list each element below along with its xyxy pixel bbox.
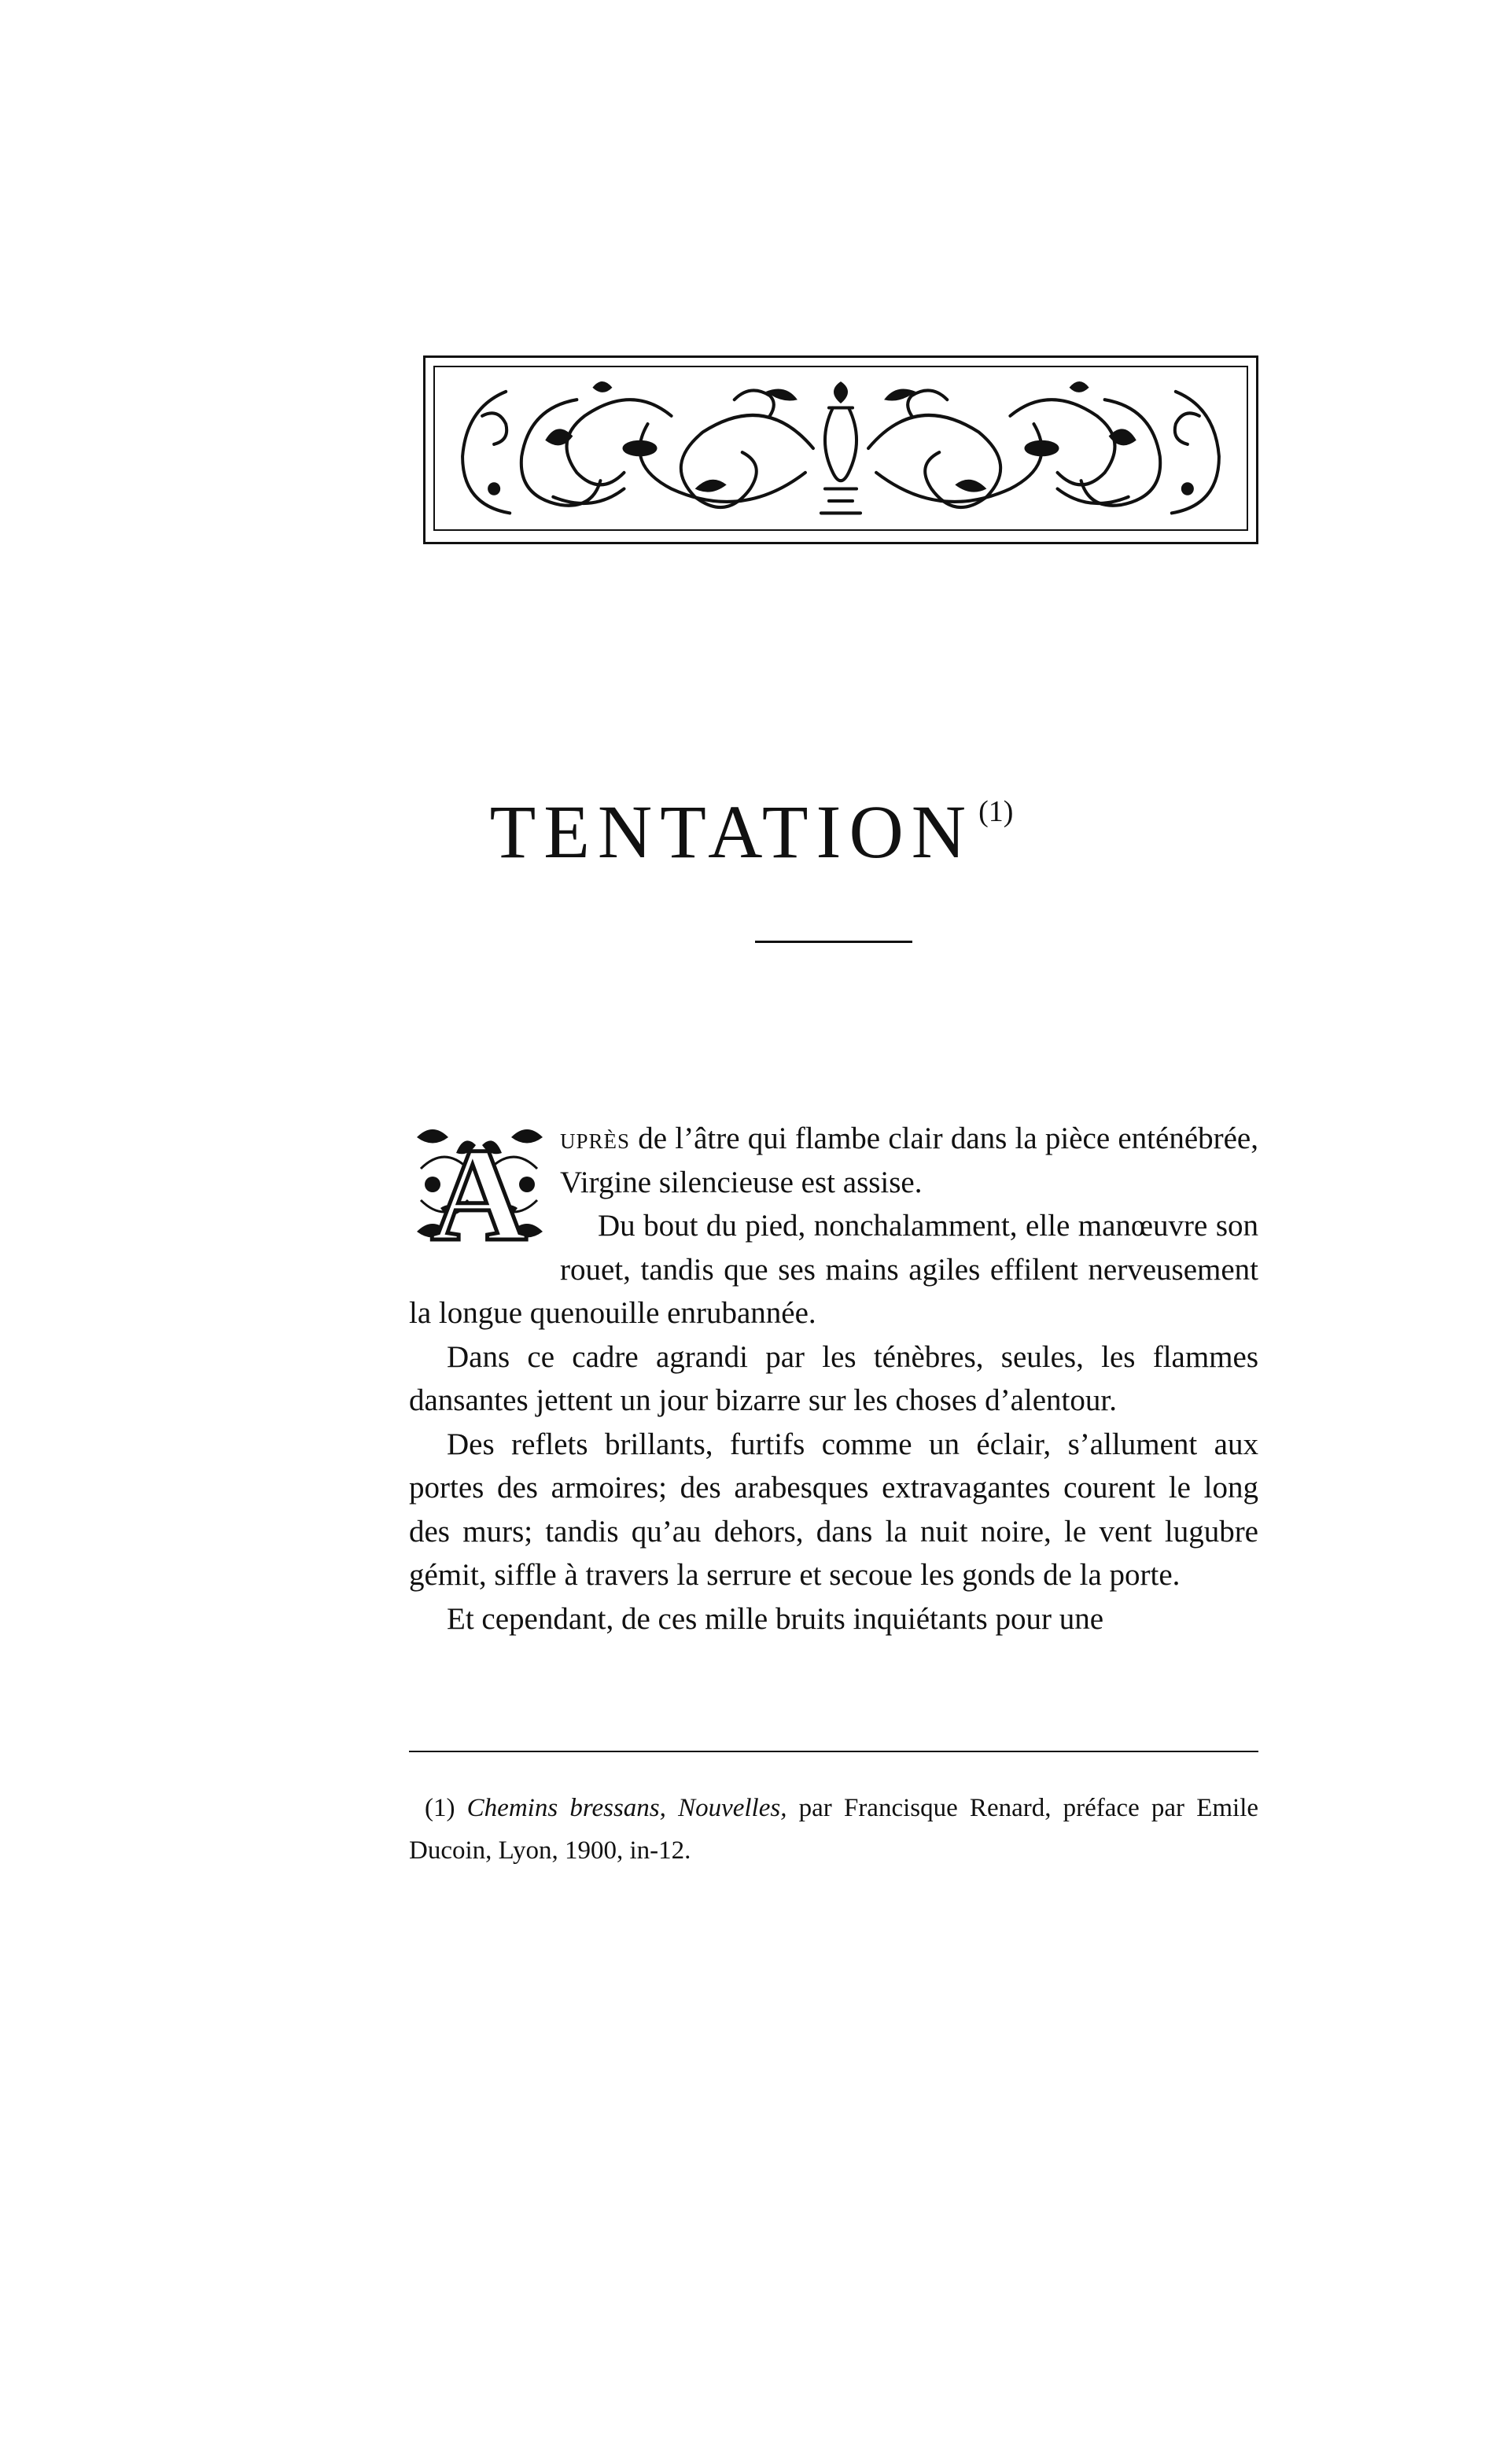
footnote-work-genre: Nouvelles, [678, 1794, 787, 1822]
body-text [409, 1117, 1258, 1641]
paragraph-3: Dans ce cadre agrandi par les ténèbres, seules, les flammes dansantes jettent un jour bizarre sur les choses d’alentour. [409, 1339, 1258, 1417]
chapter-title [0, 790, 1503, 874]
paragraph-1-text: de l’âtre qui flambe clair dans la pièce enténébrée, Virgine silencieuse est assise. [560, 1122, 1258, 1199]
chapter-title-text: TENTATION [489, 790, 974, 874]
paragraph-2: Du bout du pied, nonchalamment, elle manœuvre son rouet, tandis que ses mains agiles effilent nerveusement la longue quenouille enrubannée. [409, 1209, 1258, 1330]
footnote-marker: (1) [425, 1794, 455, 1822]
footnote-rule [409, 1751, 1258, 1752]
title-note-marker: (1) [978, 795, 1014, 828]
footnote [409, 1787, 1258, 1872]
ornamental-headpiece-icon [433, 366, 1248, 531]
ornamental-headpiece [423, 355, 1258, 544]
paragraph-4: Des reflets brillants, furtifs comme un éclair, s’allument aux portes des armoires; des arabesques extravagantes courent le long des murs; tandis qu’au dehors, dans la nuit noire, le vent lugubre gémit, siffle à travers la serrure et secoue les gonds de la porte. [409, 1427, 1258, 1592]
ornate-initial-a-icon [409, 1122, 549, 1249]
paragraph-5: Et cependant, de ces mille bruits inquiétants pour une [447, 1601, 1104, 1636]
footnote-work-title: Chemins bressans, [466, 1794, 666, 1822]
first-word-smallcaps: uprès [560, 1122, 631, 1155]
dropcap-letter: A [430, 1122, 528, 1249]
title-rule [755, 941, 912, 943]
paragraph-1 [409, 1117, 1258, 1249]
footnote-details: par Francisque Renard, préface par Emile Ducoin, Lyon, 1900, in-12. [409, 1794, 1259, 1865]
